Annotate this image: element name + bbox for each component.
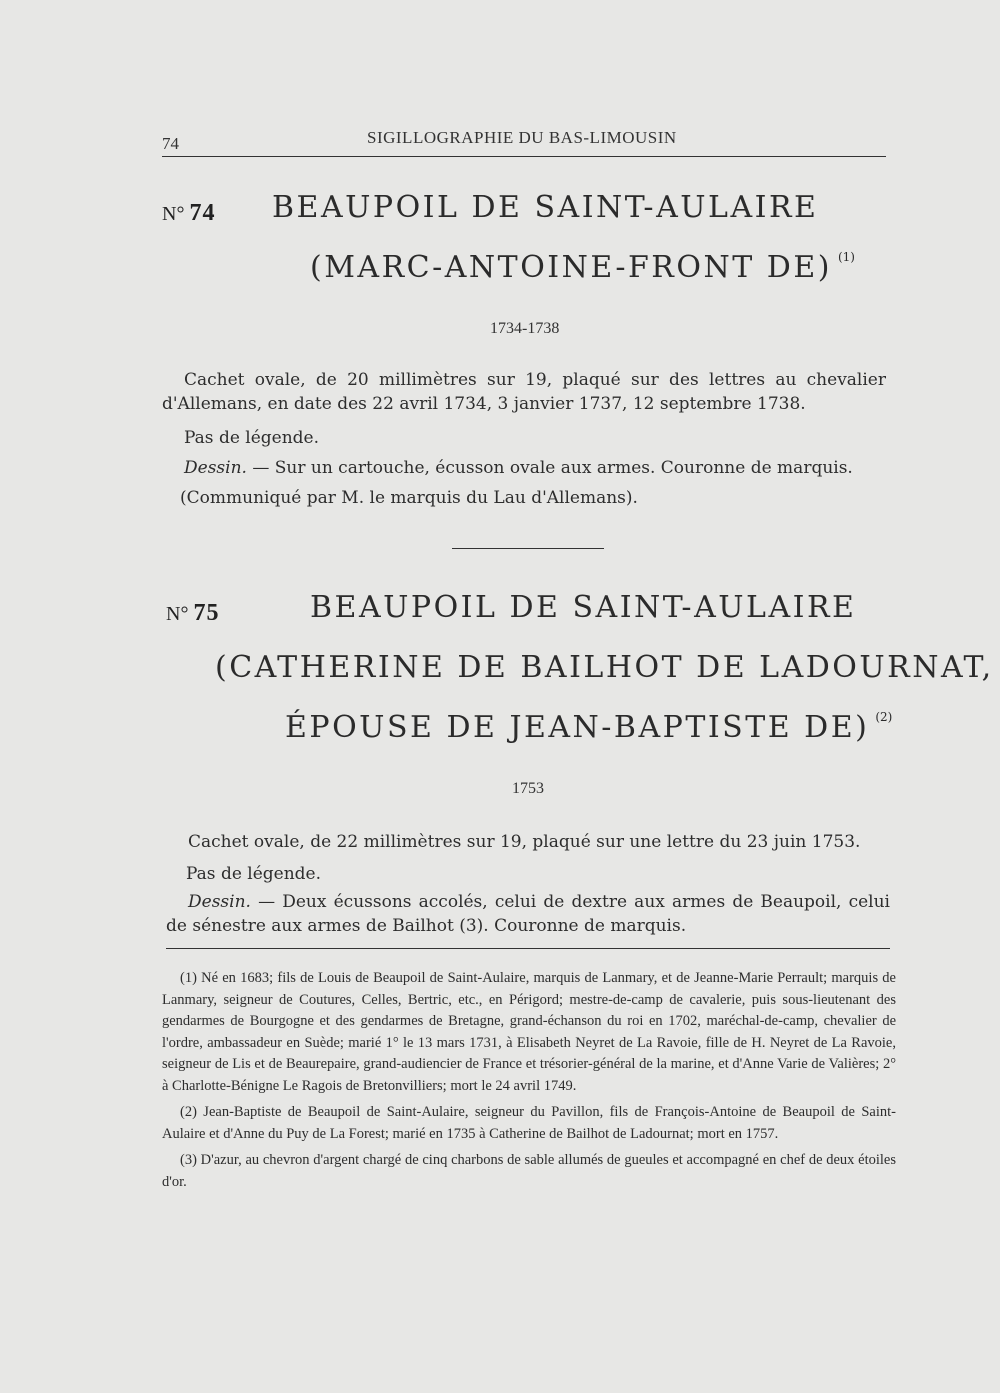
entry-description: Cachet ovale, de 20 millimètres sur 19, plaqué sur des lettres au chevalier d'Allemans, en date des 22 avril 1734, 3 janvier 1737, 12 septembre 1738. xyxy=(162,370,886,414)
drawing-label: Dessin. xyxy=(184,458,247,478)
entry-title-line1: BEAUPOIL DE SAINT-AULAIRE xyxy=(272,190,819,225)
running-title: SIGILLOGRAPHIE DU BAS-LIMOUSIN xyxy=(367,128,677,147)
entry-legend: Pas de légende. xyxy=(186,864,322,884)
entry-number-prefix: N° xyxy=(162,203,185,225)
entry-legend: Pas de légende. xyxy=(184,428,320,448)
entry-description: Cachet ovale, de 22 millimètres sur 19, plaqué sur une lettre du 23 juin 1753. xyxy=(188,832,861,852)
running-header xyxy=(162,128,886,158)
entry-number xyxy=(162,200,215,227)
drawing-label: Dessin. xyxy=(188,892,251,912)
header-rule xyxy=(162,156,886,157)
footnote-ref: (1) xyxy=(837,250,855,264)
entry-number xyxy=(166,600,219,627)
entry-title-line2: (CATHERINE DE BAILHOT DE LADOURNAT, xyxy=(215,650,994,685)
entry-date: 1753 xyxy=(512,780,544,797)
footnotes xyxy=(162,968,896,1198)
entry-drawing: Dessin. — Sur un cartouche, écusson ovale aux armes. Couronne de marquis. xyxy=(184,458,853,478)
entry-number-prefix: N° xyxy=(166,603,189,625)
entry-date: 1734-1738 xyxy=(490,320,560,337)
entry-communicated: (Communiqué par M. le marquis du Lau d'Allemans). xyxy=(180,488,638,508)
footnote-ref: (2) xyxy=(875,710,893,724)
entry-title-line1: BEAUPOIL DE SAINT-AULAIRE xyxy=(310,590,857,625)
section-separator xyxy=(452,548,604,549)
entry-number-value: 74 xyxy=(189,200,216,226)
entry-drawing: Dessin. — Deux écussons accolés, celui de dextre aux armes de Beaupoil, celui de sénestre aux armes de Bailhot (3). Couronne de marquis. xyxy=(166,892,890,936)
footnote: (1) Né en 1683; fils de Louis de Beaupoil de Saint-Aulaire, marquis de Lanmary, et de Jeanne-Marie Perrault; marquis de Lanmary, seigneur de Coutures, Celles, Bertric, etc., en Périgord; mestre-de-camp de cavalerie, puis sous-lieutenant des gendarmes de Bourgogne et des gendarmes de Bretagne, grand-échanson du roi en 1702, maréchal-de-camp, chevalier de l'ordre, ambassadeur en Suède; marié 1° le 13 mars 1731, à Elisabeth Neyret de La Ravoie, fille de H. Neyret de La Ravoie, seigneur de Lis et de Beaurepaire, grand-audiencier de France et trésorier-général de la marine, et d'Anne Varie de Valières; 2° à Charlotte-Bénigne Le Ragois de Bretonvilliers; mort le 24 avril 1749. xyxy=(162,970,896,1094)
page-number: 74 xyxy=(162,134,179,153)
entry-title-line3: ÉPOUSE DE JEAN-BAPTISTE DE) $^{(2)}$ xyxy=(285,710,893,745)
entry-number-value: 75 xyxy=(193,600,220,626)
footnote: (3) D'azur, au chevron d'argent chargé de cinq charbons de sable allumés de gueules et accompagné en chef de deux étoiles d'or. xyxy=(162,1152,896,1190)
entry-title-line2: (MARC-ANTOINE-FRONT DE) $^{(1)}$ xyxy=(310,250,855,285)
footnote: (2) Jean-Baptiste de Beaupoil de Saint-Aulaire, seigneur du Pavillon, fils de François-Antoine de Beaupoil de Saint-Aulaire et d'Anne du Puy de La Forest; marié en 1735 à Catherine de Bailhot de Ladournat; mort en 1757. xyxy=(162,1104,896,1142)
footnote-rule xyxy=(166,948,890,949)
